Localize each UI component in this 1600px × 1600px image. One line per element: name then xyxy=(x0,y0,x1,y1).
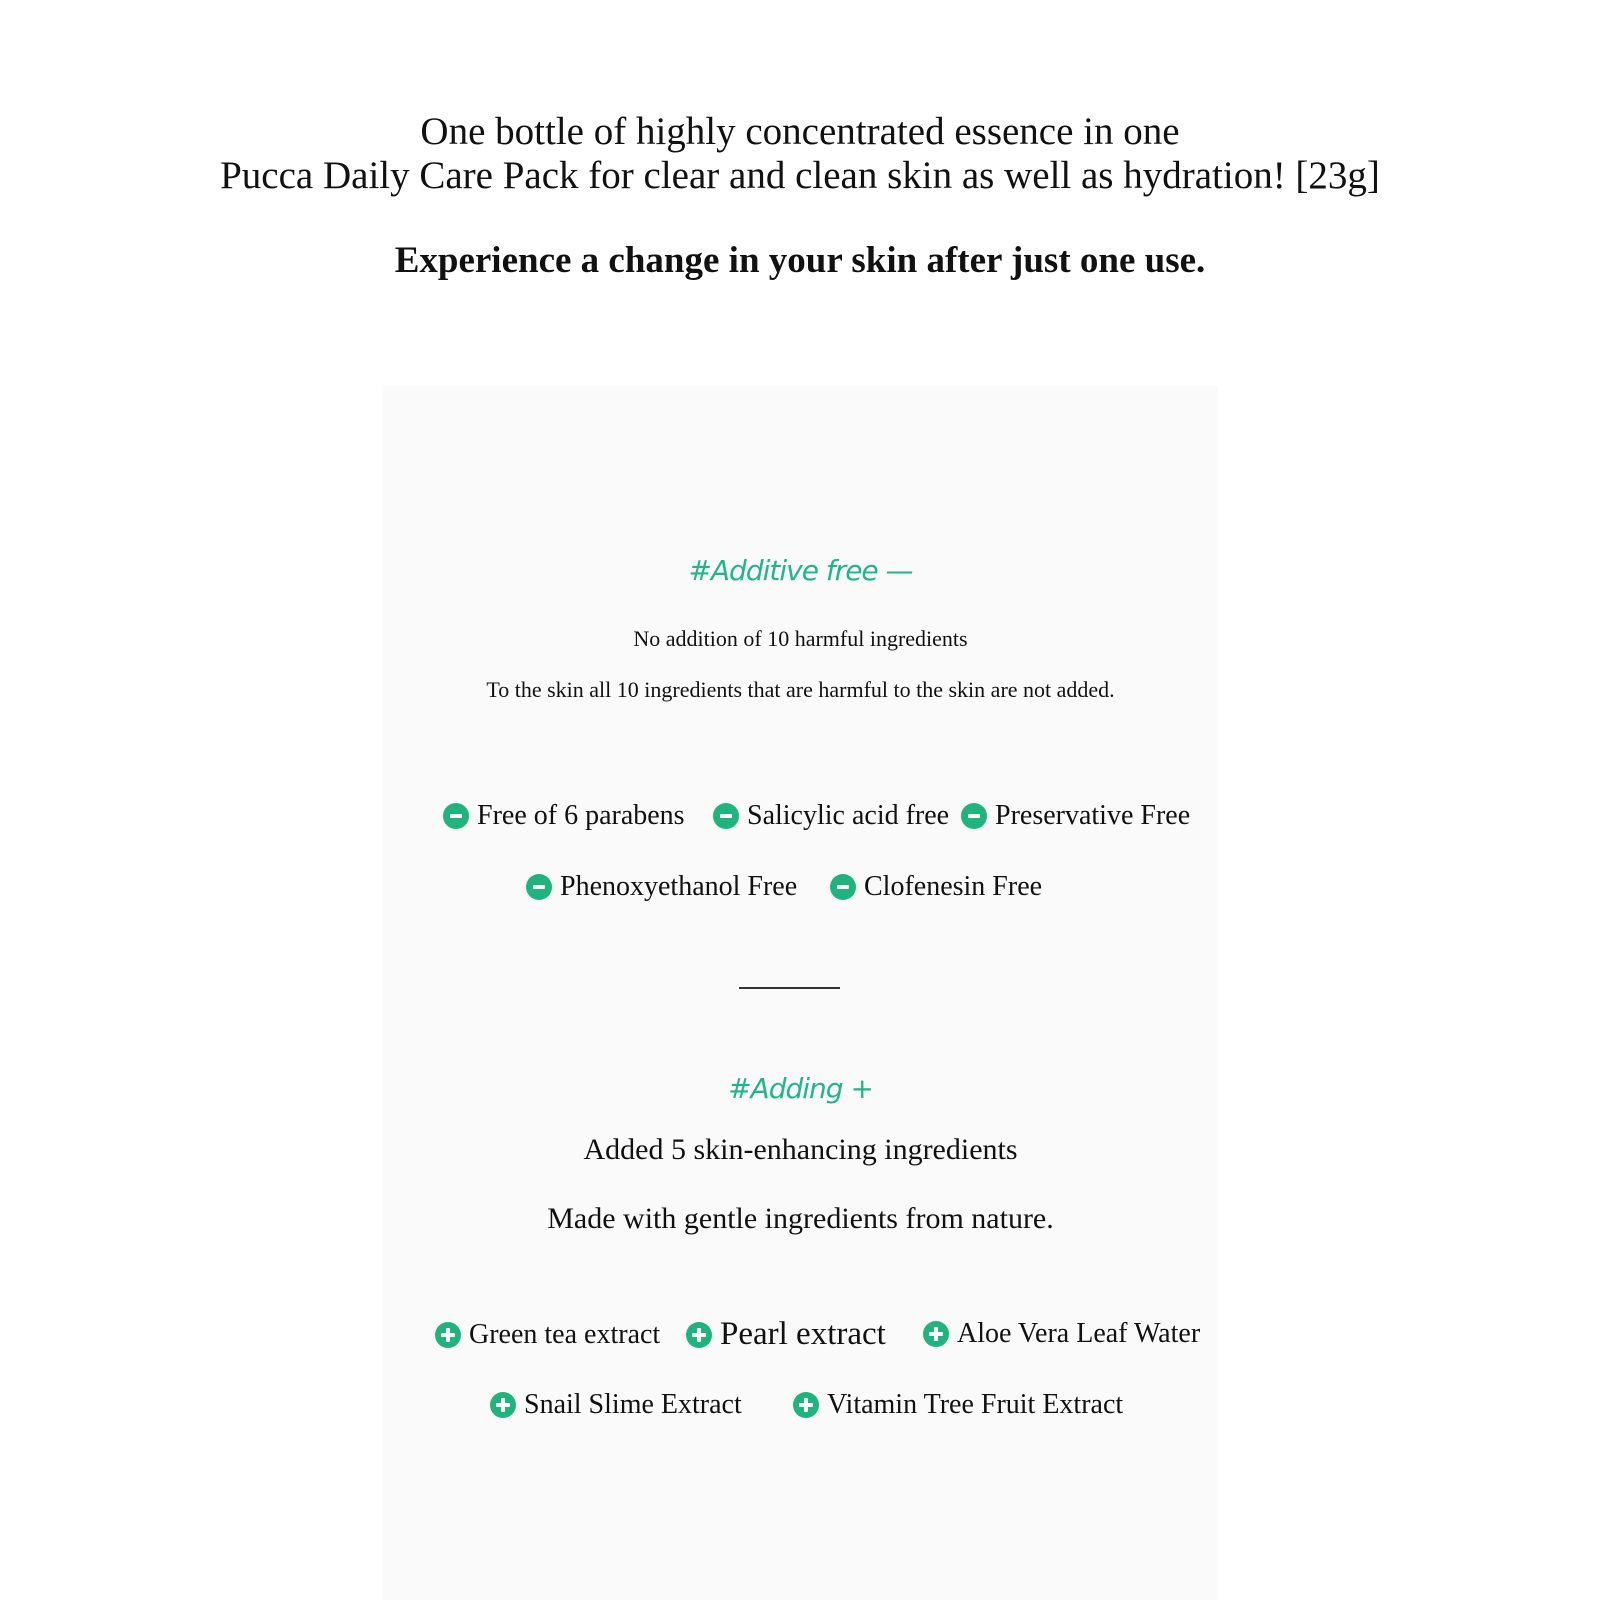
adding-tag: #Adding + xyxy=(728,1072,873,1105)
additive-free-item xyxy=(526,871,797,903)
plus-circle-icon xyxy=(490,1392,516,1418)
item-label: Salicylic acid free xyxy=(747,800,950,831)
headline-line-2: Pucca Daily Care Pack for clear and clean skin as well as hydration! [23g] xyxy=(220,154,1380,197)
minus-circle-icon xyxy=(830,874,856,900)
plus-circle-icon xyxy=(686,1322,712,1348)
plus-circle-icon xyxy=(793,1392,819,1418)
item-label: Clofenesin Free xyxy=(864,871,1043,902)
additive-free-title: No addition of 10 harmful ingredients xyxy=(633,626,968,651)
adding-item xyxy=(435,1319,660,1351)
adding-title: Added 5 skin-enhancing ingredients xyxy=(583,1133,1018,1166)
additive-free-item xyxy=(830,871,1042,903)
plus-circle-icon xyxy=(435,1322,461,1348)
additive-free-item xyxy=(713,800,949,832)
adding-item xyxy=(923,1318,1200,1350)
item-label: Vitamin Tree Fruit Extract xyxy=(827,1389,1124,1420)
section-divider xyxy=(739,987,840,989)
minus-circle-icon xyxy=(526,874,552,900)
additive-free-item xyxy=(443,800,685,832)
adding-item xyxy=(793,1389,1123,1421)
minus-circle-icon xyxy=(443,803,469,829)
ingredients-panel xyxy=(383,386,1218,1600)
adding-description: Made with gentle ingredients from nature. xyxy=(547,1202,1054,1235)
additive-free-item xyxy=(961,800,1190,832)
minus-circle-icon xyxy=(713,803,739,829)
item-label: Preservative Free xyxy=(995,800,1191,831)
product-headline xyxy=(0,110,1600,198)
item-label: Snail Slime Extract xyxy=(524,1389,742,1420)
adding-item xyxy=(490,1389,742,1421)
item-label: Pearl extract xyxy=(720,1316,886,1352)
minus-circle-icon xyxy=(961,803,987,829)
subheading: Experience a change in your skin after just one use. xyxy=(394,240,1206,281)
item-label: Aloe Vera Leaf Water xyxy=(957,1318,1201,1349)
item-label: Free of 6 parabens xyxy=(477,800,685,831)
additive-free-tag: #Additive free — xyxy=(688,554,913,587)
adding-item xyxy=(686,1316,886,1353)
plus-circle-icon xyxy=(923,1321,949,1347)
item-label: Phenoxyethanol Free xyxy=(560,871,798,902)
item-label: Green tea extract xyxy=(469,1319,661,1350)
headline-line-1: One bottle of highly concentrated essence in one xyxy=(420,110,1180,153)
additive-free-description: To the skin all 10 ingredients that are harmful to the skin are not added. xyxy=(486,677,1115,702)
